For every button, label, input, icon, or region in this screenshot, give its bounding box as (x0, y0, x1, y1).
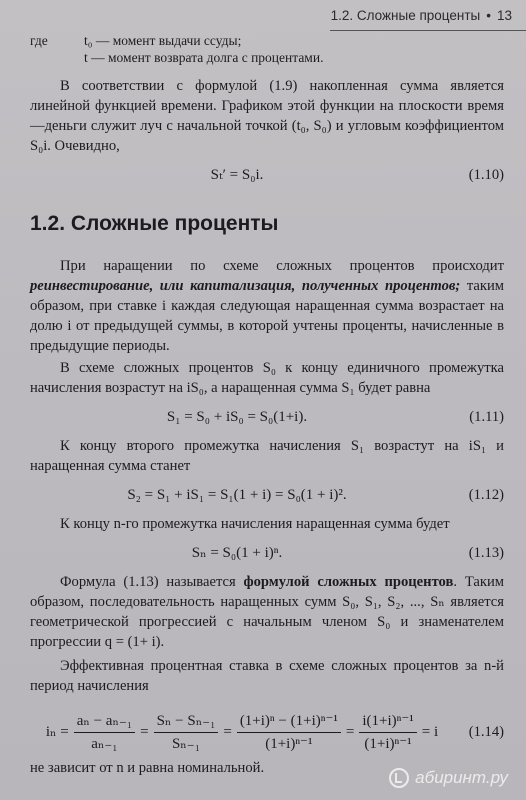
paragraph: К концу n-го промежутка начисления наращенная сумма будет (60, 516, 450, 532)
watermark-text: абиринт.ру (415, 768, 508, 787)
formula-number: (1.13) (468, 545, 504, 561)
formula-1-12 (30, 482, 504, 508)
equals-sign: = (345, 724, 355, 740)
denominator: aₙ₋₁ (91, 735, 118, 752)
formula-expression: Sₜ′ = S₀i. (210, 167, 264, 183)
running-head-section: 1.2. Сложные проценты (330, 8, 481, 23)
numerator: (1+i)ⁿ − (1+i)ⁿ⁻¹ (237, 711, 341, 733)
def-item: t₀ — момент выдачи ссуды; (84, 33, 242, 48)
page-number: 13 (496, 8, 512, 23)
formula-expression: S₁ = S₀ + iS₀ = S₀(1+i). (166, 409, 308, 425)
paragraph (30, 572, 504, 652)
formula-expression: S₂ = S₁ + iS₁ = S₁(1 + i) = S₀(1 + i)². (127, 487, 347, 503)
fraction (237, 711, 341, 754)
numerator: Sₙ − Sₙ₋₁ (154, 711, 219, 733)
running-head-separator: • (486, 8, 491, 23)
formula-1-13 (30, 540, 504, 566)
paragraph: не зависит от n и равна номинальной. (30, 760, 265, 776)
bold-term: формулой сложных процентов (243, 574, 454, 590)
denominator: (1+i)ⁿ⁻¹ (364, 735, 412, 752)
formula-lhs: iₙ = (45, 724, 69, 740)
formula-number: (1.14) (468, 724, 504, 740)
paragraph: В соответствии с формулой (1.9) накопленная сумма является линейной функцией времени. Графиком этой функции на плоскости время—деньги служит луч с начальной точкой (t₀, S₀) и угловым коэффициентом S₀i. Очевидно, (30, 78, 504, 154)
formula-expression (30, 711, 454, 754)
numerator: aₙ − aₙ₋₁ (74, 711, 135, 733)
paragraph: Эффективная процентная ставка в схеме сложных процентов за n-й период начисления (30, 658, 504, 694)
fraction (154, 711, 219, 754)
formula-1-14 (30, 706, 504, 758)
numerator: i(1+i)ⁿ⁻¹ (359, 711, 416, 733)
equals-sign: = (223, 724, 232, 740)
fraction (74, 711, 135, 754)
equals-sign: = (140, 724, 149, 740)
watermark (389, 768, 508, 788)
variable-definitions (30, 32, 504, 66)
formula-expression: Sₙ = S₀(1 + i)ⁿ. (191, 545, 283, 561)
paragraph: К концу второго промежутка начисления S₁ возрастут на iS₁ и наращенная сумма станет (30, 438, 504, 474)
formula-number: (1.12) (468, 487, 504, 503)
formula-rhs: = i (421, 724, 439, 740)
formula-1-11 (30, 404, 504, 430)
text-run: таким образом, при ставке i каждая следующая наращенная сумма возрастает на долю i от предыдущей суммы, в которой учтены проценты, начисленные в предыдущие периоды. (30, 278, 504, 354)
section-heading: 1.2. Сложные проценты (30, 212, 279, 235)
formula-1-10 (30, 162, 504, 188)
formula-number: (1.11) (469, 409, 504, 425)
body-text (30, 32, 504, 778)
paragraph: В схеме сложных процентов S₀ к концу единичного промежутка начисления возрастут на iS₀, а наращенная сумма S₁ будет равна (30, 360, 504, 396)
text-run: При наращении по схеме сложных процентов происходит (60, 258, 504, 274)
text-run: . Таким образом, последовательность наращенных сумм S₀, S₁, S₂, ..., Sₙ является геометрической прогрессией с начальным членом S₀ и знаменателем прогрессии q = (1+ i). (30, 574, 504, 650)
labirint-logo-icon (389, 768, 409, 788)
formula-number: (1.10) (468, 167, 504, 183)
text-run: Формула (1.13) называется (60, 574, 244, 590)
defs-list (84, 32, 323, 66)
def-item: t — момент возврата долга с процентами. (84, 50, 324, 65)
denominator: Sₙ₋₁ (171, 735, 200, 752)
header-rule (330, 30, 526, 31)
defs-lead-word: где (30, 33, 48, 48)
running-head (331, 8, 512, 23)
paragraph (30, 256, 504, 356)
emphasized-term: реинвестирование, или капитализация, полученных процентов; (30, 278, 461, 294)
fraction (359, 711, 416, 754)
denominator: (1+i)ⁿ⁻¹ (265, 735, 313, 752)
